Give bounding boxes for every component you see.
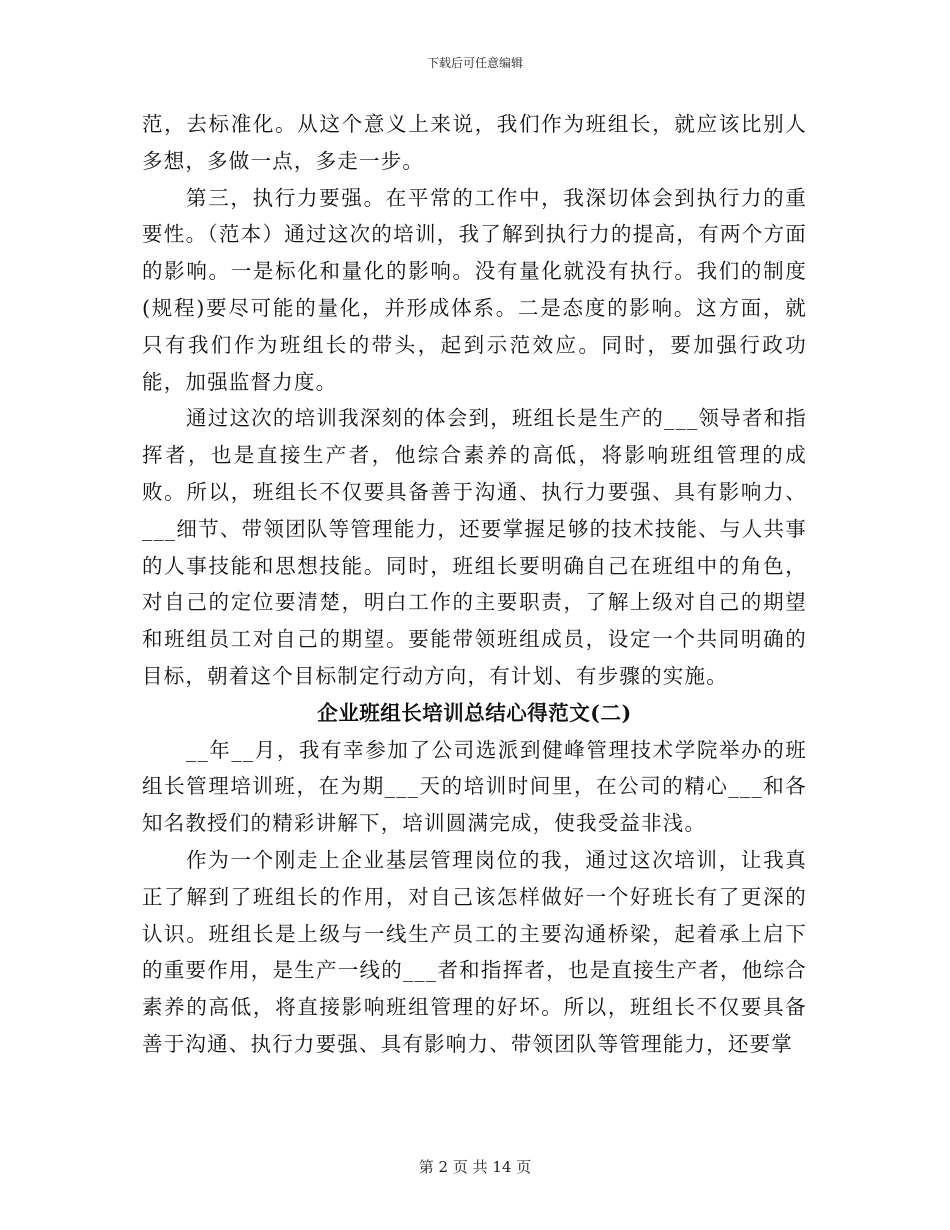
paragraph-summary: 通过这次的培训我深刻的体会到，班组长是生产的___领导者和指挥者，也是直接生产者，他综合素养的高低，将影响班组管理的成败。所以，班组长不仅要具备善于沟通、执行力要强、具有影响力、___细节、带领团队等管理能力，还要掌握足够的技术技能、与人共事的人事技能和思想技能。同时，班组长要明确自己在班组中的角色，对自己的定位要清楚，明白工作的主要职责，了解上级对自己的期望和班组员工对自己的期望。要能带领班组成员，设定一个共同明确的目标，朝着这个目标制定行动方向，有计划、有步骤的实施。 — [142, 406, 807, 688]
paragraph-role: 作为一个刚走上企业基层管理岗位的我，通过这次培训，让我真正了解到了班组长的作用，对自己该怎样做好一个好班长有了更深的认识。班组长是上级与一线生产员工的主要沟通桥梁，起着承上启下的重要作用，是生产一线的___者和指挥者，也是直接生产者，他综合素养的高低，将直接影响班组管理的好坏。所以，班组长不仅要具备善于沟通、执行力要强、具有影响力、带领团队等管理能力，还要掌 — [142, 847, 807, 1056]
paragraph-continuation: 范，去标准化。从这个意义上来说，我们作为班组长，就应该比别人多想，多做一点，多走一步。 — [142, 112, 807, 173]
section-title: 企业班组长培训总结心得范文(二) — [317, 700, 632, 725]
paragraph-execution: 第三，执行力要强。在平常的工作中，我深切体会到执行力的重要性。（范本）通过这次的培训，我了解到执行力的提高，有两个方面的影响。一是标化和量化的影响。没有量化就没有执行。我们的制度(规程)要尽可能的量化，并形成体系。二是态度的影响。这方面，就只有我们作为班组长的带头，起到示范效应。同时，要加强行政功能，加强监督力度。 — [142, 185, 807, 394]
document-body — [142, 106, 807, 1063]
page-header: 下载后可任意编辑 — [426, 56, 523, 70]
paragraph-training-intro: __年__月，我有幸参加了公司选派到健峰管理技术学院举办的班组长管理培训班，在为期___天的培训时间里，在公司的精心___和各知名教授们的精彩讲解下，培训圆满完成，使我受益非浅。 — [142, 737, 807, 836]
page-number: 第 2 页 共 14 页 — [418, 1158, 532, 1176]
